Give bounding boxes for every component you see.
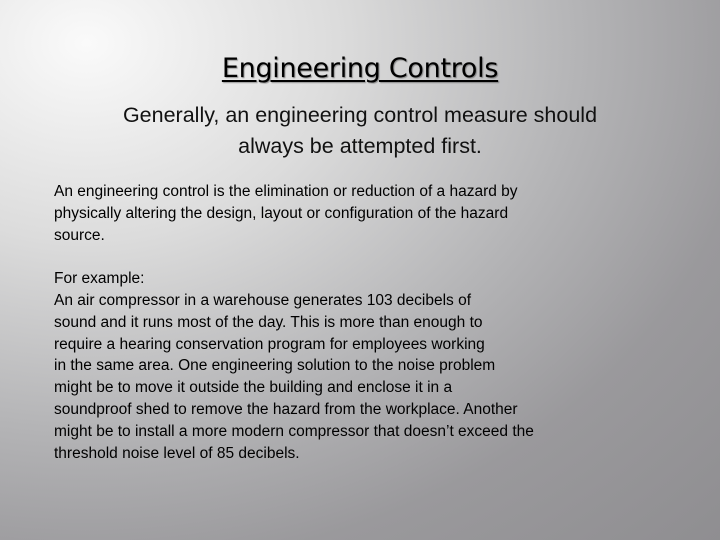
example-paragraph: [54, 268, 694, 464]
subtitle-line: Generally, an engineering control measure should: [122, 103, 598, 127]
subtitle-line: always be attempted first.: [238, 134, 482, 158]
example-line: soundproof shed to remove the hazard from the workplace. Another: [54, 400, 518, 418]
example-line: require a hearing conservation program for employees working: [54, 335, 485, 353]
slide-subtitle: [0, 100, 720, 162]
slide-title: Engineering Controls: [221, 53, 499, 84]
definition-line: source.: [54, 226, 105, 244]
paragraph-spacer: [54, 246, 694, 268]
example-line: For example:: [54, 270, 145, 288]
example-line: threshold noise level of 85 decibels.: [54, 444, 300, 462]
definition-paragraph: [54, 181, 694, 246]
definition-line: An engineering control is the elimination or reduction of a hazard by: [54, 183, 518, 200]
example-line: An air compressor in a warehouse generates 103 decibels of: [54, 291, 472, 309]
example-line: might be to install a more modern compressor that doesn’t exceed the: [54, 422, 534, 440]
definition-line: physically altering the design, layout or configuration of the hazard: [54, 204, 509, 222]
example-line: might be to move it outside the building and enclose it in a: [54, 379, 453, 397]
slide-body: [54, 181, 694, 464]
example-line: sound and it runs most of the day. This is more than enough to: [54, 313, 483, 331]
example-line: in the same area. One engineering solution to the noise problem: [54, 357, 496, 375]
